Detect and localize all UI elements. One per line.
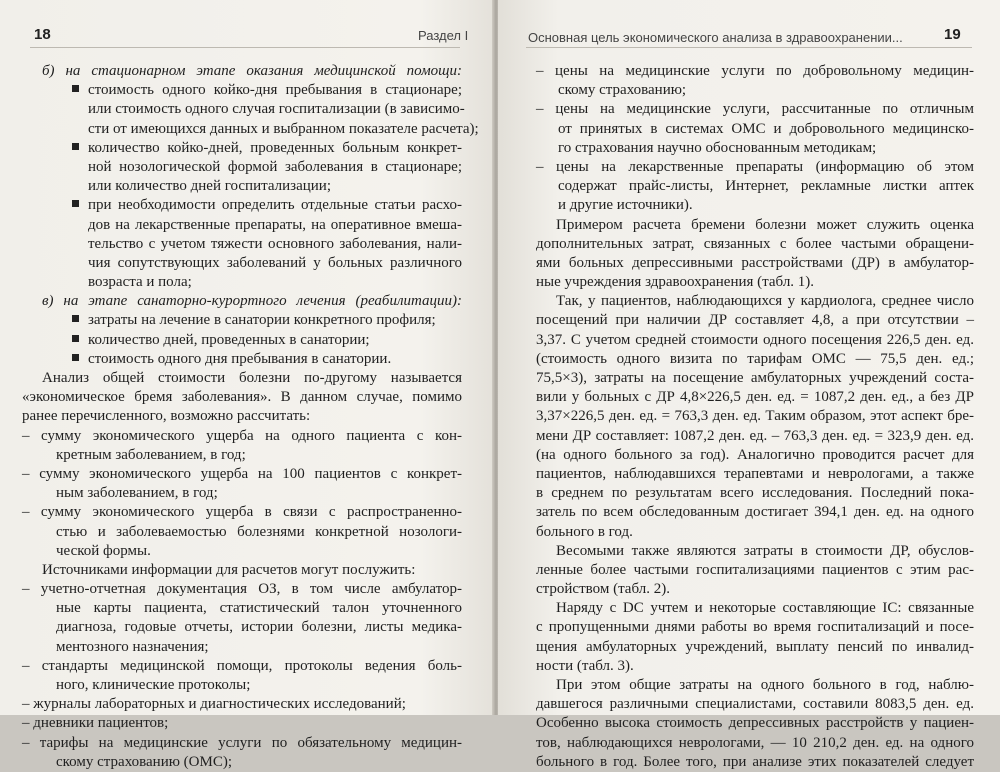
text-line: возраста и пола; [88, 274, 192, 291]
text-line: сти от имеющихся данных и выбранном показателе расчета); [88, 120, 479, 137]
text-line: дополнительных затрат, связанных с более частыми обращени- [536, 235, 974, 252]
text-line: Источниками информации для расчетов могут послужить: [42, 561, 416, 578]
text-line: от принятых в системах ОМС и добровольного медицинско- [558, 120, 974, 137]
text-line: – журналы лабораторных и диагностических исследований; [22, 696, 406, 713]
text-line: – цены на лекарственные препараты (информацию об этом [536, 158, 974, 175]
text-line: – стандарты медицинской помощи, протоколы ведения боль- [22, 657, 462, 674]
text-line: стью и заболеваемостью болезнями конкретной нозологи- [56, 523, 462, 540]
text-line: 3,37. С учетом средней стоимости одного посещения 226,5 ден. ед. [536, 331, 974, 348]
text-line: затель по всем обследованным достигает 394,1 ден. ед. на одного [536, 504, 974, 521]
text-line: ности (табл. 3). [536, 657, 634, 674]
text-line: или стоимость одного случая госпитализации (в зависимо- [88, 101, 465, 118]
text-line: Анализ общей стоимости болезни по-другому называется [42, 370, 462, 386]
text-line: Наряду с DC учтем и некоторые составляющие IC: связанные [556, 600, 974, 617]
text-line: вили у больных с ДР 4,8×226,5 ден. ед. = 1087,2 ден. ед., а без ДР [536, 389, 974, 406]
right-page [498, 0, 1000, 770]
text-line: стройством (табл. 2). [536, 581, 670, 598]
text-line: ным заболеванием, в год; [56, 485, 218, 502]
text-line: щения амбулаторных учреждений, выплату пенсий по инвалид- [536, 638, 974, 655]
text-line: При этом общие затраты на одного больного в год, наблю- [556, 677, 974, 693]
text-line: давшегося различными специалистами, составили 8083,5 ден. ед. [536, 696, 974, 713]
text-line: содержат прайс-листы, Интернет, рекламные листки аптек [558, 178, 974, 195]
text-line: скому страхованию; [558, 82, 687, 99]
text-line: пациентов, наблюдавшихся терапевтами и неврологами, а также [536, 465, 974, 482]
running-header: Раздел I [418, 28, 469, 43]
left-page [0, 0, 494, 770]
text-line: – сумму экономического ущерба на одного пациента с кон- [22, 427, 462, 444]
text-line: стоимость одного койко-дня пребывания в стационаре; [22, 81, 462, 100]
header-rule [526, 47, 972, 48]
page-number: 18 [34, 26, 51, 43]
text-line: больного в год. [536, 523, 633, 540]
text-line: тельство с учетом тяжести основного заболевания, нали- [88, 235, 462, 252]
text-line: – учетно-отчетная документация ОЗ, в том числе амбулатор- [22, 581, 462, 598]
text-line: – цены на медицинские услуги, рассчитанные по отличным [536, 101, 974, 118]
text-line: 75,5×3), затраты на посещение амбулаторных учреждений соста- [536, 370, 974, 386]
text-line: больного в год. Более того, при анализе этих показателей следует [536, 753, 974, 770]
bullet-icon [72, 315, 79, 322]
text-line: затраты на лечение в санатории конкретного профиля; [22, 311, 462, 330]
text-line: ные карты пациента, статистический талон уточненного [56, 600, 462, 617]
text-line: скому страхованию (ОМС); [56, 753, 233, 770]
text-line: ного, клинические протоколы; [56, 677, 251, 693]
text-line: (стоимость одного визита по тарифам ОМС — 75,5 ден. ед.; [536, 350, 974, 367]
text-line: Примером расчета бремени болезни может служить оценка [556, 216, 974, 233]
text-line: Особенно высока стоимость депрессивных расстройств у пациен- [536, 715, 974, 732]
bullet-icon [72, 335, 79, 342]
text-line: ные учреждения здравоохранения (табл. 1). [536, 274, 815, 291]
text-line: количество койко-дней, проведенных больным конкрет- [22, 139, 462, 158]
text-line: ческой формы. [56, 542, 151, 559]
text-line: и другие источники). [558, 197, 693, 214]
text-line: – сумму экономического ущерба на 100 пациентов с конкрет- [22, 465, 462, 482]
text-line: – цены на медицинские услуги по добровольному медицин- [536, 63, 974, 79]
text-line: дов на лекарственные препараты, на оперативное вмеша- [88, 216, 462, 233]
left-body-text [22, 62, 479, 772]
text-line: с пропущенными днями работы во время госпитализаций и посе- [536, 619, 974, 636]
text-line: ной нозологической формой заболевания в стационаре; [88, 158, 462, 175]
text-line: го страхования научно обоснованным методикам; [558, 139, 877, 156]
text-line: посещений при наличии ДР составляет 4,8, а при отсутствии – [536, 312, 974, 329]
text-line: – дневники пациентов; [22, 715, 169, 732]
text-line: чия сопутствующих заболеваний у больных различного [88, 254, 462, 271]
text-line: 3,37×226,5 ден. ед. = 763,3 ден. ед. Таким образом, этот аспект бре- [536, 408, 974, 425]
text-line: кретным заболеванием, в год; [56, 446, 246, 463]
bullet-icon [72, 200, 79, 207]
text-line: Так, у пациентов, наблюдающихся у кардиолога, среднее число [556, 293, 974, 310]
text-line: ленные более частыми госпитализациями пациентов с этим рас- [536, 561, 974, 578]
text-line: б) на стационарном этапе оказания медицинской помощи: [42, 63, 462, 79]
header-rule [30, 47, 460, 48]
text-line: в среднем по результатам всего исследования. Последний пока- [536, 485, 974, 502]
text-line: стоимость одного дня пребывания в санатории. [22, 350, 462, 369]
text-line: «экономическое бремя заболевания». В данном случае, помимо [22, 389, 462, 406]
text-line: диагноза, годовые отчеты, истории болезни, листы медика- [56, 619, 462, 636]
text-line: тов, наблюдающихся неврологами, — 10 210,2 ден. ед. на одного [536, 734, 974, 751]
bullet-icon [72, 143, 79, 150]
right-body-text [536, 62, 974, 772]
text-line: количество дней, проведенных в санатории; [22, 331, 462, 350]
running-header: Основная цель экономического анализа в здравоохранении... [528, 30, 903, 45]
page-number: 19 [944, 26, 961, 43]
text-line: ями больных депрессивными расстройствами (ДР) в амбулатор- [536, 254, 974, 271]
text-line: – сумму экономического ущерба в связи с распространенно- [22, 504, 462, 521]
text-line: – тарифы на медицинские услуги по обязательному медицин- [22, 734, 462, 751]
text-line: ментозного назначения; [56, 638, 209, 655]
bullet-icon [72, 85, 79, 92]
text-line: (на одного больного за год). Аналогично проводится расчет для [536, 446, 974, 463]
text-line: Весомыми также являются затраты в стоимости ДР, обуслов- [556, 542, 974, 559]
text-line: или количество дней госпитализации; [88, 178, 331, 195]
text-line: мени ДР составляет: 1087,2 ден. ед. – 763,3 ден. ед. = 323,9 ден. ед. [536, 427, 974, 444]
text-line: при необходимости определить отдельные статьи расхо- [22, 196, 462, 215]
text-line: в) на этапе санаторно-курортного лечения (реабилитации): [42, 293, 462, 310]
bullet-icon [72, 354, 79, 361]
text-line: ранее перечисленного, возможно рассчитать: [22, 408, 311, 425]
